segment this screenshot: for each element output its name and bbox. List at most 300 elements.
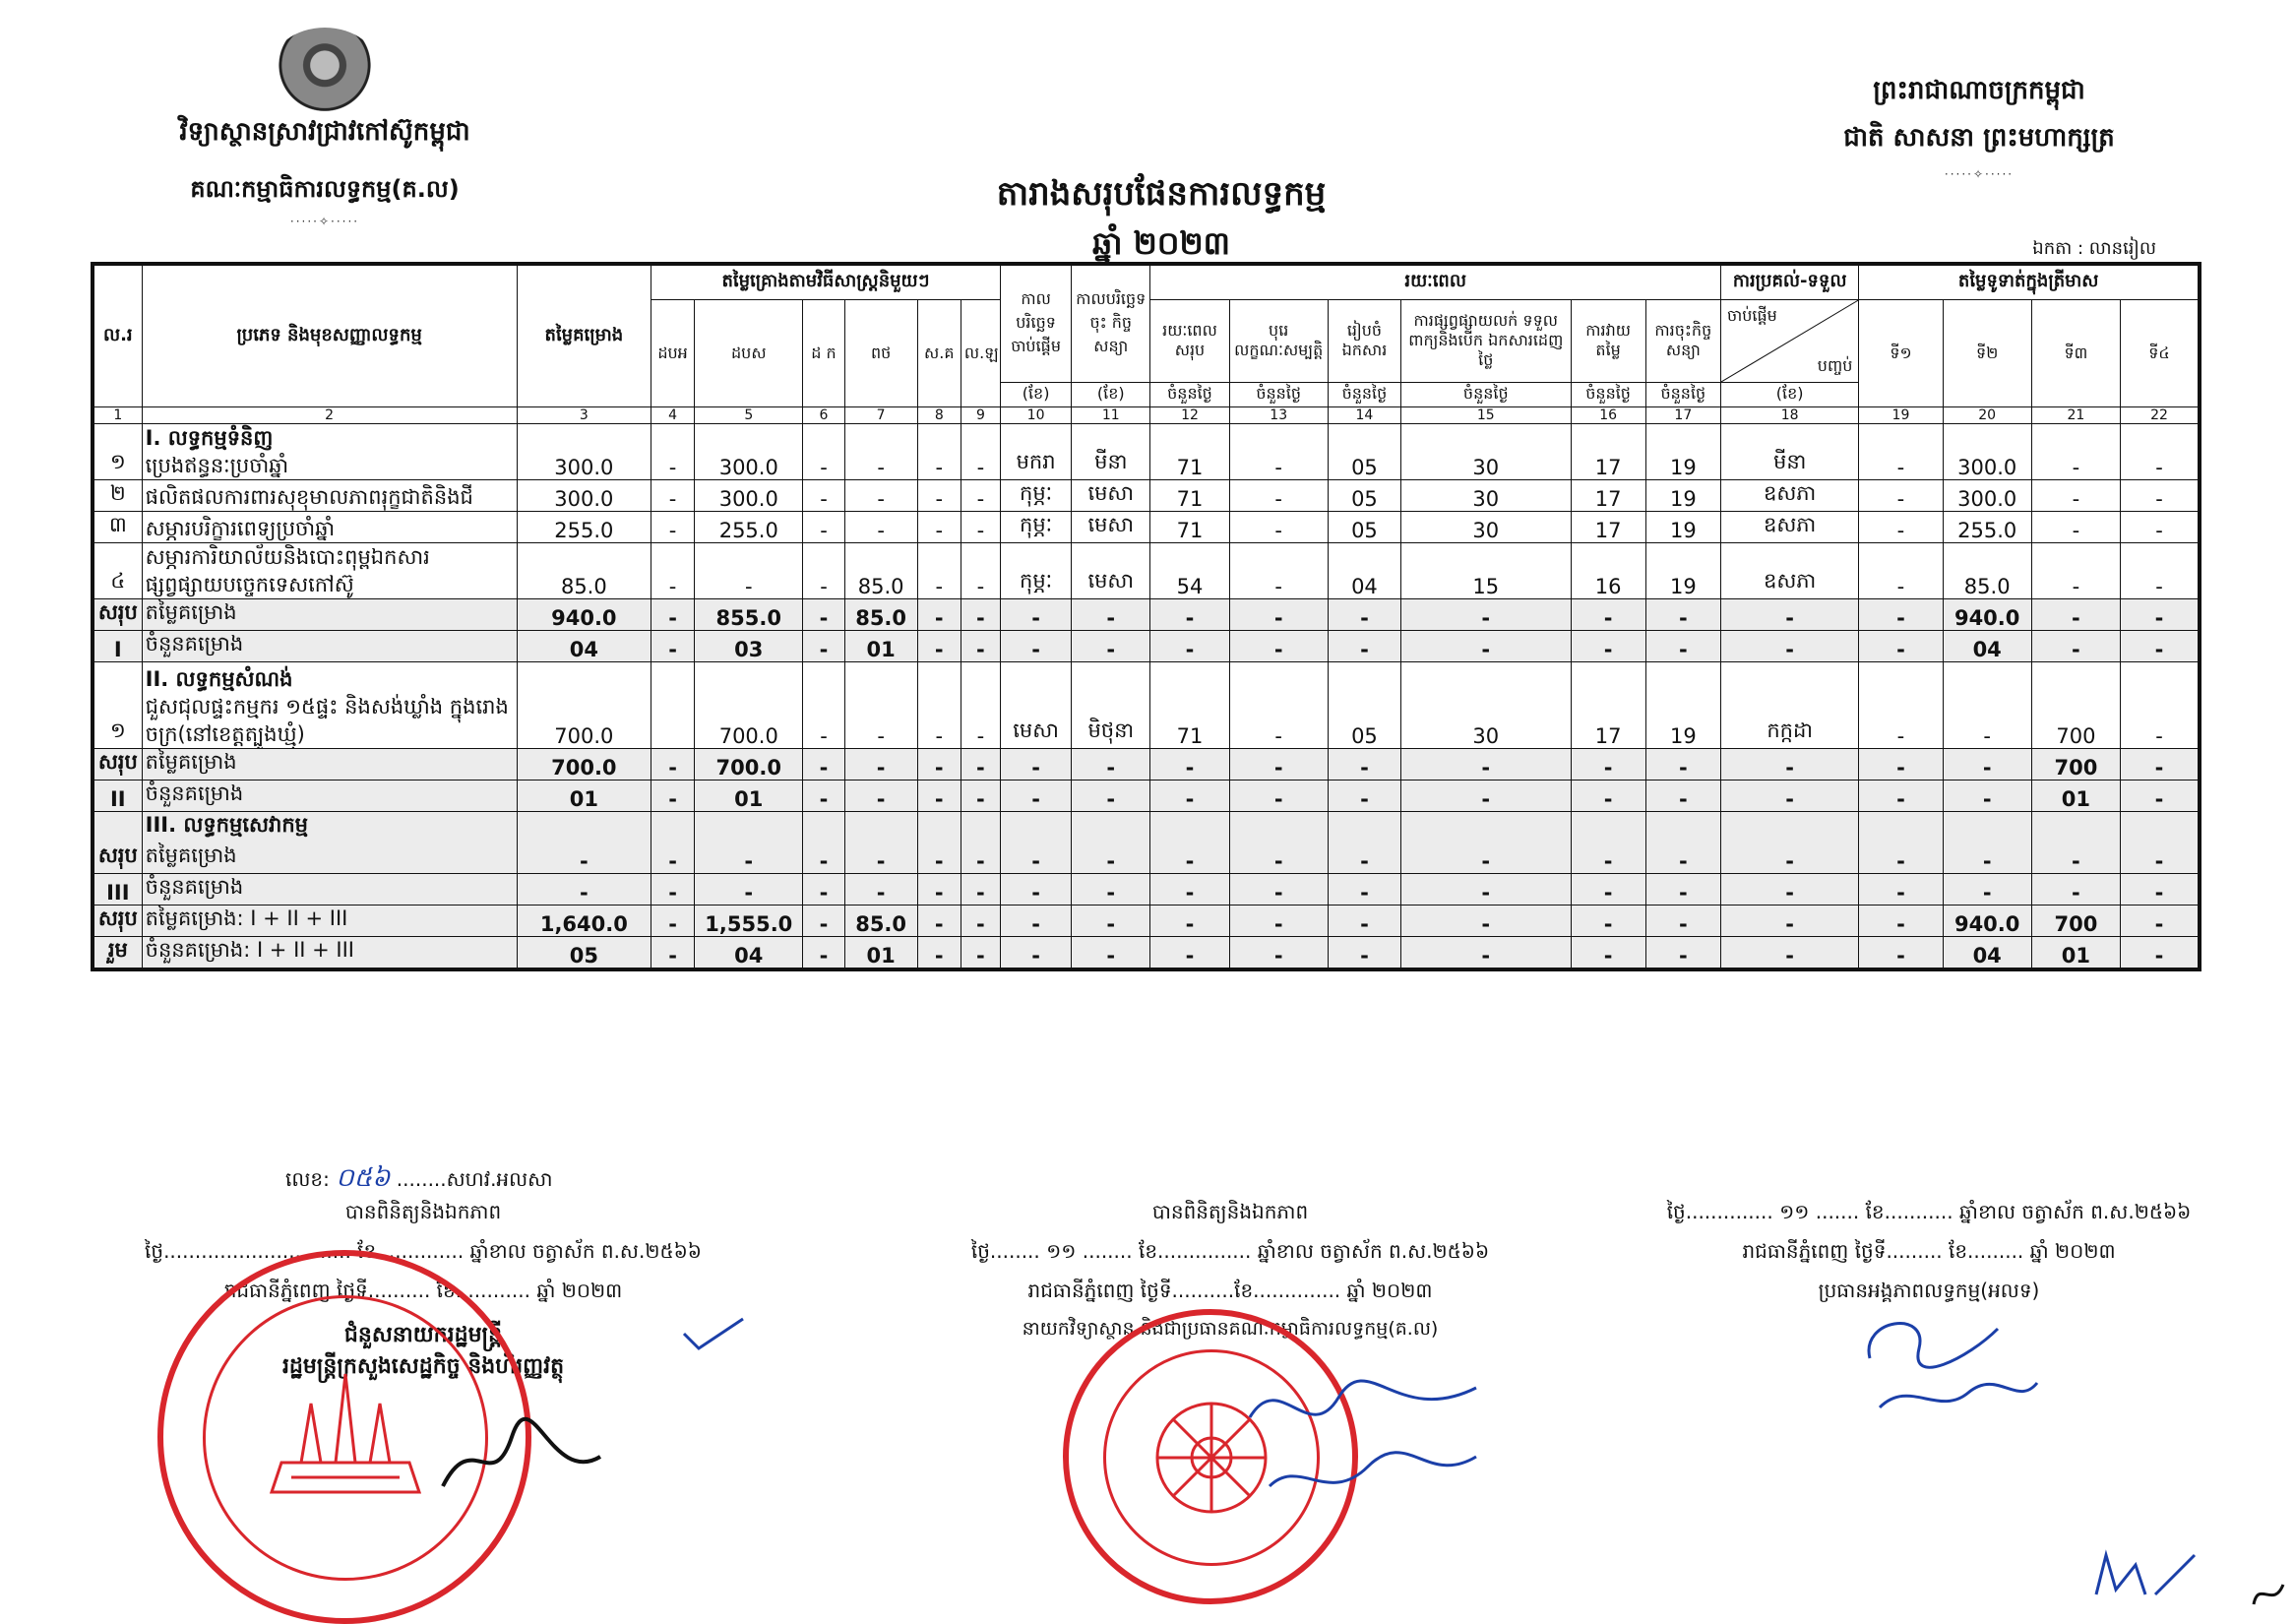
summary-value: - — [1229, 780, 1328, 811]
cell-value: 54 — [1150, 542, 1229, 598]
summary-value: - — [1571, 811, 1645, 873]
director-place: រាជធានីភ្នំពេញ ថ្ងៃទី..........ខែ.............. ឆ្នាំ ២០២៣ — [1027, 1279, 1433, 1302]
cell-value: - — [844, 511, 917, 542]
unit-date: ថ្ងៃ.............. ១១ ....... ខែ........... ឆ្នាំខាល ចត្វាស័ក ព.ស.២៥៦៦ — [1666, 1200, 2192, 1223]
summary-row — [93, 748, 2200, 780]
grand-total-row — [93, 936, 2200, 969]
header-dur-3: រៀបចំឯកសារ — [1328, 299, 1400, 382]
summary-name — [142, 873, 517, 905]
ref-number: ០៥៦ — [336, 1163, 391, 1193]
summary-value: - — [1000, 630, 1071, 661]
header-start-period: កាលបរិច្ឆេទ ចាប់ផ្ដើម — [1000, 264, 1071, 382]
column-number: 13 — [1229, 406, 1328, 423]
summary-value: - — [1229, 748, 1328, 780]
cell-value: - — [1229, 542, 1328, 598]
summary-value: - — [651, 873, 695, 905]
grand-total-row — [93, 905, 2200, 936]
column-number-row — [93, 406, 2200, 423]
summary-value: - — [1859, 748, 1943, 780]
kingdom-header — [1782, 67, 2176, 181]
cell-value: - — [1859, 511, 1943, 542]
column-number: 6 — [803, 406, 844, 423]
summary-value: - — [1401, 630, 1571, 661]
summary-value: - — [1859, 811, 1943, 873]
header-q1: ទី១ — [1859, 299, 1943, 406]
cell-value: - — [803, 511, 844, 542]
summary-value: - — [1571, 598, 1645, 630]
summary-value: - — [2121, 780, 2200, 811]
cell-value: - — [1229, 661, 1328, 748]
row-number: ៣ — [93, 511, 142, 542]
summary-value: - — [1072, 630, 1150, 661]
cell-value: - — [2031, 479, 2120, 511]
table-body — [93, 423, 2200, 969]
table-row — [93, 479, 2200, 511]
section-title: I. លទ្ធកម្មទំនិញ — [145, 425, 274, 450]
summary-name — [142, 811, 517, 873]
cell-value: - — [844, 479, 917, 511]
column-number: 3 — [517, 406, 651, 423]
cell-value: - — [651, 423, 695, 479]
cell-value: 05 — [1328, 661, 1400, 748]
header-cost: តម្លៃគម្រោង — [517, 264, 651, 406]
summary-value: 01 — [695, 780, 803, 811]
grand-value: - — [803, 905, 844, 936]
cell-value: - — [803, 661, 844, 748]
summary-value: 04 — [517, 630, 651, 661]
summary-value: - — [1720, 780, 1858, 811]
summary-value: - — [1859, 630, 1943, 661]
summary-value: 855.0 — [695, 598, 803, 630]
header-contract-period: កាលបរិច្ឆេទចុះ កិច្ចសន្យា — [1072, 264, 1150, 382]
summary-value: - — [1571, 630, 1645, 661]
cell-value: 05 — [1328, 423, 1400, 479]
cell-value: 255.0 — [695, 511, 803, 542]
column-number: 8 — [917, 406, 961, 423]
summary-value: - — [917, 780, 961, 811]
column-number: 15 — [1401, 406, 1571, 423]
grand-value: - — [1150, 905, 1229, 936]
summary-value: - — [1401, 748, 1571, 780]
grand-value: - — [1859, 936, 1943, 969]
item-name — [142, 511, 517, 542]
summary-value: - — [1645, 873, 1720, 905]
summary-value: - — [1571, 748, 1645, 780]
director-signature-icon — [1240, 1358, 1496, 1516]
cell-value: 85.0 — [1943, 542, 2031, 598]
item-label: ប្រេងឥន្ធនៈប្រចាំឆ្នាំ — [145, 453, 289, 477]
summary-value: - — [651, 748, 695, 780]
grand-value: 700 — [2031, 905, 2120, 936]
summary-value: - — [844, 748, 917, 780]
summary-value: - — [961, 780, 1000, 811]
ornament-divider: ·····✧····· — [1944, 167, 2015, 181]
summary-value: - — [1401, 873, 1571, 905]
cell-value: 71 — [1150, 511, 1229, 542]
summary-value: - — [1229, 630, 1328, 661]
cell-value: កុម្ភៈ — [1000, 511, 1071, 542]
approval-block-unit — [1614, 1199, 2244, 1307]
cell-value: - — [651, 542, 695, 598]
summary-value: - — [2031, 811, 2120, 873]
ministry-signature-icon — [433, 1407, 610, 1506]
cell-value: - — [917, 423, 961, 479]
summary-value: - — [651, 780, 695, 811]
summary-name — [142, 630, 517, 661]
summary-value: - — [1943, 780, 2031, 811]
grand-value: - — [2121, 936, 2200, 969]
summary-name — [142, 780, 517, 811]
summary-value: 940.0 — [1943, 598, 2031, 630]
table-row — [93, 423, 2200, 479]
unit-head-signature-icon — [1850, 1299, 2047, 1427]
summary-value: - — [517, 811, 651, 873]
cell-value: - — [961, 661, 1000, 748]
summary-label-text: តម្លៃគម្រោង — [145, 599, 237, 624]
director-role: នាយកវិទ្យាស្ថាន និងជាប្រធានគណៈកម្មាធិការលទ្ធកម្ម(គ.ល) — [1022, 1318, 1439, 1340]
summary-value: - — [961, 598, 1000, 630]
grand-value: 04 — [695, 936, 803, 969]
section-title: II. លទ្ធកម្មសំណង់ — [145, 666, 293, 691]
cell-value: - — [651, 511, 695, 542]
unit-month-18: (ខែ) — [1720, 382, 1858, 406]
cell-value: 700 — [2031, 661, 2120, 748]
approval-place: រាជធានីភ្នំពេញ ថ្ងៃទី.......... ខែ............ ឆ្នាំ ២០២៣ — [223, 1279, 623, 1302]
summary-tag: សរុប — [97, 599, 138, 624]
currency-unit: ឯកតា : លានរៀល — [2032, 238, 2156, 259]
column-number: 20 — [1943, 406, 2031, 423]
approval-role1: ជំនួសនាយករដ្ឋមន្ត្រី — [343, 1323, 503, 1347]
cell-value: - — [961, 542, 1000, 598]
summary-value: - — [2121, 811, 2200, 873]
column-number: 2 — [142, 406, 517, 423]
document-title — [886, 172, 1437, 270]
reference-number — [285, 1161, 553, 1199]
column-number: 19 — [1859, 406, 1943, 423]
header-q3: ទី៣ — [2031, 299, 2120, 406]
column-number: 11 — [1072, 406, 1150, 423]
grand-value: - — [1150, 936, 1229, 969]
cell-value: មេសា — [1072, 542, 1150, 598]
grand-value: - — [1072, 905, 1150, 936]
header-dur-4: ការផ្សព្វផ្សាយលក់ ទទួលពាក្យនិងបើក ឯកសារដេញថ្លៃ — [1401, 299, 1571, 382]
title-text: តារាងសរុបផែនការលទ្ធកម្ម — [996, 174, 1327, 214]
ornament-divider: ·····✧····· — [289, 215, 360, 228]
grand-value: - — [803, 936, 844, 969]
grand-value: 04 — [1943, 936, 2031, 969]
unit-month-10: (ខែ) — [1000, 382, 1071, 406]
cell-value: 255.0 — [517, 511, 651, 542]
summary-value: - — [1328, 811, 1400, 873]
row-number: ១ — [93, 661, 142, 748]
grand-value: - — [1328, 905, 1400, 936]
director-date: ថ្ងៃ........ ១១ ........ ខែ............... ឆ្នាំខាល ចត្វាស័ក ព.ស.២៥៦៦ — [970, 1239, 1490, 1263]
grand-value: - — [1571, 936, 1645, 969]
header-src-1: ដបអ — [651, 299, 695, 406]
grand-value: - — [2121, 905, 2200, 936]
header-delivery-start: ចាប់ផ្ដើម — [1726, 305, 1777, 325]
summary-value: - — [2031, 598, 2120, 630]
column-number: 1 — [93, 406, 142, 423]
summary-value: - — [803, 780, 844, 811]
section-title: III. លទ្ធកម្មសេវាកម្ម — [145, 812, 308, 837]
summary-value: - — [1072, 598, 1150, 630]
cell-value: 05 — [1328, 511, 1400, 542]
summary-value: - — [1229, 598, 1328, 630]
cell-value: 700.0 — [517, 661, 651, 748]
item-label: ផលិតផលការពារសុខុមាលភាពរុក្ខជាតិនិងជី — [145, 484, 473, 509]
item-name — [142, 542, 517, 598]
summary-label-text: ចំនួនគម្រោង — [145, 874, 244, 899]
summary-value: - — [1645, 598, 1720, 630]
cell-value: - — [917, 542, 961, 598]
summary-value: 940.0 — [517, 598, 651, 630]
item-label: ជួសជុលផ្ទះកម្មករ ១៥ផ្ទះ និងសង់ឃ្លាំង ក្នុងរោងចក្រ(នៅខេត្តត្បូងឃ្មុំ) — [145, 694, 509, 746]
item-name — [142, 423, 517, 479]
summary-value: - — [1859, 780, 1943, 811]
summary-value: - — [844, 873, 917, 905]
cell-value: មេសា — [1072, 511, 1150, 542]
summary-tag: សរុប — [97, 749, 138, 774]
header-dur-6: ការចុះកិច្ចសន្យា — [1645, 299, 1720, 382]
summary-value: - — [1571, 873, 1645, 905]
cell-value: - — [1229, 423, 1328, 479]
cell-value: មេសា — [1000, 661, 1071, 748]
summary-value: - — [1072, 780, 1150, 811]
summary-row — [93, 811, 2200, 873]
grand-value: 85.0 — [844, 905, 917, 936]
cell-value: មីនា — [1720, 423, 1858, 479]
summary-name — [142, 748, 517, 780]
summary-value: - — [2031, 873, 2120, 905]
summary-value: - — [1072, 873, 1150, 905]
summary-value: - — [961, 748, 1000, 780]
unit-place: រាជធានីភ្នំពេញ ថ្ងៃទី......... ខែ......... ឆ្នាំ ២០២៣ — [1742, 1239, 2116, 1263]
summary-value: - — [1943, 748, 2031, 780]
header-delivery-split — [1720, 299, 1858, 382]
summary-value: - — [651, 598, 695, 630]
summary-value: - — [1859, 598, 1943, 630]
header-q4: ទី៤ — [2121, 299, 2200, 406]
cell-value: 16 — [1571, 542, 1645, 598]
cell-value: 30 — [1401, 661, 1571, 748]
cell-value: - — [1229, 479, 1328, 511]
summary-value: - — [961, 811, 1000, 873]
summary-value: - — [2031, 630, 2120, 661]
cell-value: 85.0 — [844, 542, 917, 598]
header-delivery-group: ការប្រគល់-ទទួល — [1720, 264, 1858, 299]
approval-date: ថ្ងៃ.............................. ខែ.............. ឆ្នាំខាល ចត្វាស័ក ព.ស.២៥៦៦ — [145, 1239, 702, 1263]
unit-role: ប្រធានអង្គភាពលទ្ធកម្ម(អលទ) — [1818, 1279, 2040, 1302]
cell-value: - — [695, 542, 803, 598]
cell-value: 300.0 — [517, 479, 651, 511]
summary-label-text: ចំនួនគម្រោង — [145, 781, 244, 805]
unit-days-16: ចំនួនថ្ងៃ — [1571, 382, 1645, 406]
grand-value: - — [1645, 905, 1720, 936]
summary-value: - — [1150, 873, 1229, 905]
summary-value: - — [1072, 811, 1150, 873]
cell-value: 15 — [1401, 542, 1571, 598]
item-name — [142, 479, 517, 511]
header-quarter-group: តម្លៃទូទាត់ក្នុងត្រីមាស — [1859, 264, 2200, 299]
summary-value: - — [1150, 748, 1229, 780]
summary-value: - — [1000, 811, 1071, 873]
summary-value: - — [1645, 780, 1720, 811]
summary-value: - — [651, 811, 695, 873]
cell-value: មីនា — [1072, 423, 1150, 479]
summary-value: - — [844, 780, 917, 811]
summary-value: - — [1720, 811, 1858, 873]
header-dur-2: បុរេលក្ខណៈសម្បត្តិ — [1229, 299, 1328, 382]
cell-value: - — [1229, 511, 1328, 542]
summary-value: 04 — [1943, 630, 2031, 661]
angkor-wat-icon — [262, 1354, 429, 1502]
cell-value: - — [2031, 423, 2120, 479]
cell-value: - — [1859, 423, 1943, 479]
summary-value: 01 — [844, 630, 917, 661]
summary-value: - — [1150, 811, 1229, 873]
cell-value: - — [2121, 661, 2200, 748]
table-row — [93, 661, 2200, 748]
summary-label-text: តម្លៃគម្រោង — [145, 843, 237, 867]
column-number: 21 — [2031, 406, 2120, 423]
unit-days-17: ចំនួនថ្ងៃ — [1645, 382, 1720, 406]
summary-value: - — [1229, 873, 1328, 905]
column-number: 12 — [1150, 406, 1229, 423]
cell-value: - — [961, 423, 1000, 479]
grand-value: - — [1859, 905, 1943, 936]
column-number: 7 — [844, 406, 917, 423]
grand-value: 1,640.0 — [517, 905, 651, 936]
unit-days-15: ចំនួនថ្ងៃ — [1401, 382, 1571, 406]
summary-value: - — [2121, 630, 2200, 661]
approval-seen: បានពិនិត្យនិងឯកភាព — [344, 1200, 502, 1223]
summary-value: 01 — [517, 780, 651, 811]
summary-value: - — [917, 873, 961, 905]
institute-name: វិទ្យាស្ថានស្រាវជ្រាវកៅស៊ូកម្ពុជា — [179, 117, 470, 147]
cell-value: កក្កដា — [1720, 661, 1858, 748]
grand-value: - — [961, 905, 1000, 936]
summary-value: - — [1072, 748, 1150, 780]
institute-header — [98, 28, 551, 228]
committee-name: គណៈកម្មាធិការលទ្ធកម្ម(គ.ល) — [190, 175, 460, 203]
cell-value: 30 — [1401, 511, 1571, 542]
cell-value: ឧសភា — [1720, 542, 1858, 598]
cell-value: 19 — [1645, 511, 1720, 542]
summary-value: - — [695, 873, 803, 905]
grand-value: - — [1720, 936, 1858, 969]
summary-value: - — [803, 598, 844, 630]
summary-label — [93, 811, 142, 873]
grand-name: តម្លៃគម្រោង: I + II + III — [142, 905, 517, 936]
cell-value: - — [961, 511, 1000, 542]
cell-value: 19 — [1645, 661, 1720, 748]
row-number: ៤ — [93, 542, 142, 598]
summary-value: 700.0 — [517, 748, 651, 780]
check-mark-icon — [679, 1314, 748, 1353]
cell-value: - — [1859, 479, 1943, 511]
header-src-6: ល.ឡ — [961, 299, 1000, 406]
cell-value: 19 — [1645, 542, 1720, 598]
cell-value: កុម្ភៈ — [1000, 542, 1071, 598]
cell-value: 300.0 — [517, 423, 651, 479]
summary-value: - — [1943, 811, 2031, 873]
grand-value: 940.0 — [1943, 905, 2031, 936]
cell-value: ឧសភា — [1720, 479, 1858, 511]
ref-label: លេខ: — [285, 1167, 330, 1191]
procurement-plan-table — [91, 262, 2201, 971]
summary-value: 700.0 — [695, 748, 803, 780]
column-number: 18 — [1720, 406, 1858, 423]
summary-value: - — [1000, 780, 1071, 811]
cell-value: - — [2121, 511, 2200, 542]
header-src-4: ពថ — [844, 299, 917, 406]
summary-value: - — [803, 748, 844, 780]
cell-value: 05 — [1328, 479, 1400, 511]
cell-value: - — [844, 661, 917, 748]
cell-value: 85.0 — [517, 542, 651, 598]
column-number: 10 — [1000, 406, 1071, 423]
cell-value: 04 — [1328, 542, 1400, 598]
summary-value: - — [1401, 598, 1571, 630]
summary-value: - — [1645, 748, 1720, 780]
header-q2: ទី២ — [1943, 299, 2031, 406]
summary-value: - — [961, 630, 1000, 661]
grand-label: រួម — [93, 936, 142, 969]
item-name — [142, 661, 517, 748]
title-year: ឆ្នាំ ២០២៣ — [1091, 224, 1231, 262]
summary-value: - — [917, 811, 961, 873]
grand-value: - — [1229, 936, 1328, 969]
ref-suffix: ........សហវ.អលសា — [396, 1167, 553, 1191]
summary-value: - — [1328, 630, 1400, 661]
header-dur-1: រយៈពេលសរុប — [1150, 299, 1229, 382]
cell-value: 71 — [1150, 479, 1229, 511]
cell-value: - — [2121, 542, 2200, 598]
cell-value: - — [917, 661, 961, 748]
cell-value: 300.0 — [695, 479, 803, 511]
summary-value: 85.0 — [844, 598, 917, 630]
header-type: ប្រភេទ និងមុខសញ្ញាលទ្ធកម្ម — [142, 264, 517, 406]
summary-value: - — [844, 811, 917, 873]
cell-value: មេសា — [1072, 479, 1150, 511]
summary-value: - — [1571, 780, 1645, 811]
director-seen: បានពិនិត្យនិងឯកភាព — [1151, 1200, 1309, 1223]
summary-value: - — [2121, 748, 2200, 780]
summary-value: - — [2121, 873, 2200, 905]
cell-value: - — [844, 423, 917, 479]
summary-value: 03 — [695, 630, 803, 661]
summary-value: - — [1229, 811, 1328, 873]
summary-value: - — [2121, 598, 2200, 630]
summary-value: - — [651, 630, 695, 661]
cell-value: 255.0 — [1943, 511, 2031, 542]
summary-label — [93, 598, 142, 630]
header-delivery-end: បញ្ចប់ — [1817, 355, 1853, 375]
cell-value: - — [2121, 423, 2200, 479]
column-number: 4 — [651, 406, 695, 423]
summary-value: - — [1150, 780, 1229, 811]
cell-value: 19 — [1645, 479, 1720, 511]
summary-value: - — [803, 630, 844, 661]
summary-value: - — [1720, 630, 1858, 661]
grand-value: 01 — [2031, 936, 2120, 969]
grand-value: - — [1072, 936, 1150, 969]
summary-label-text: តម្លៃគម្រោង — [145, 749, 237, 774]
grand-value: - — [1401, 905, 1571, 936]
grand-label: សរុប — [93, 905, 142, 936]
cell-value: - — [1859, 661, 1943, 748]
